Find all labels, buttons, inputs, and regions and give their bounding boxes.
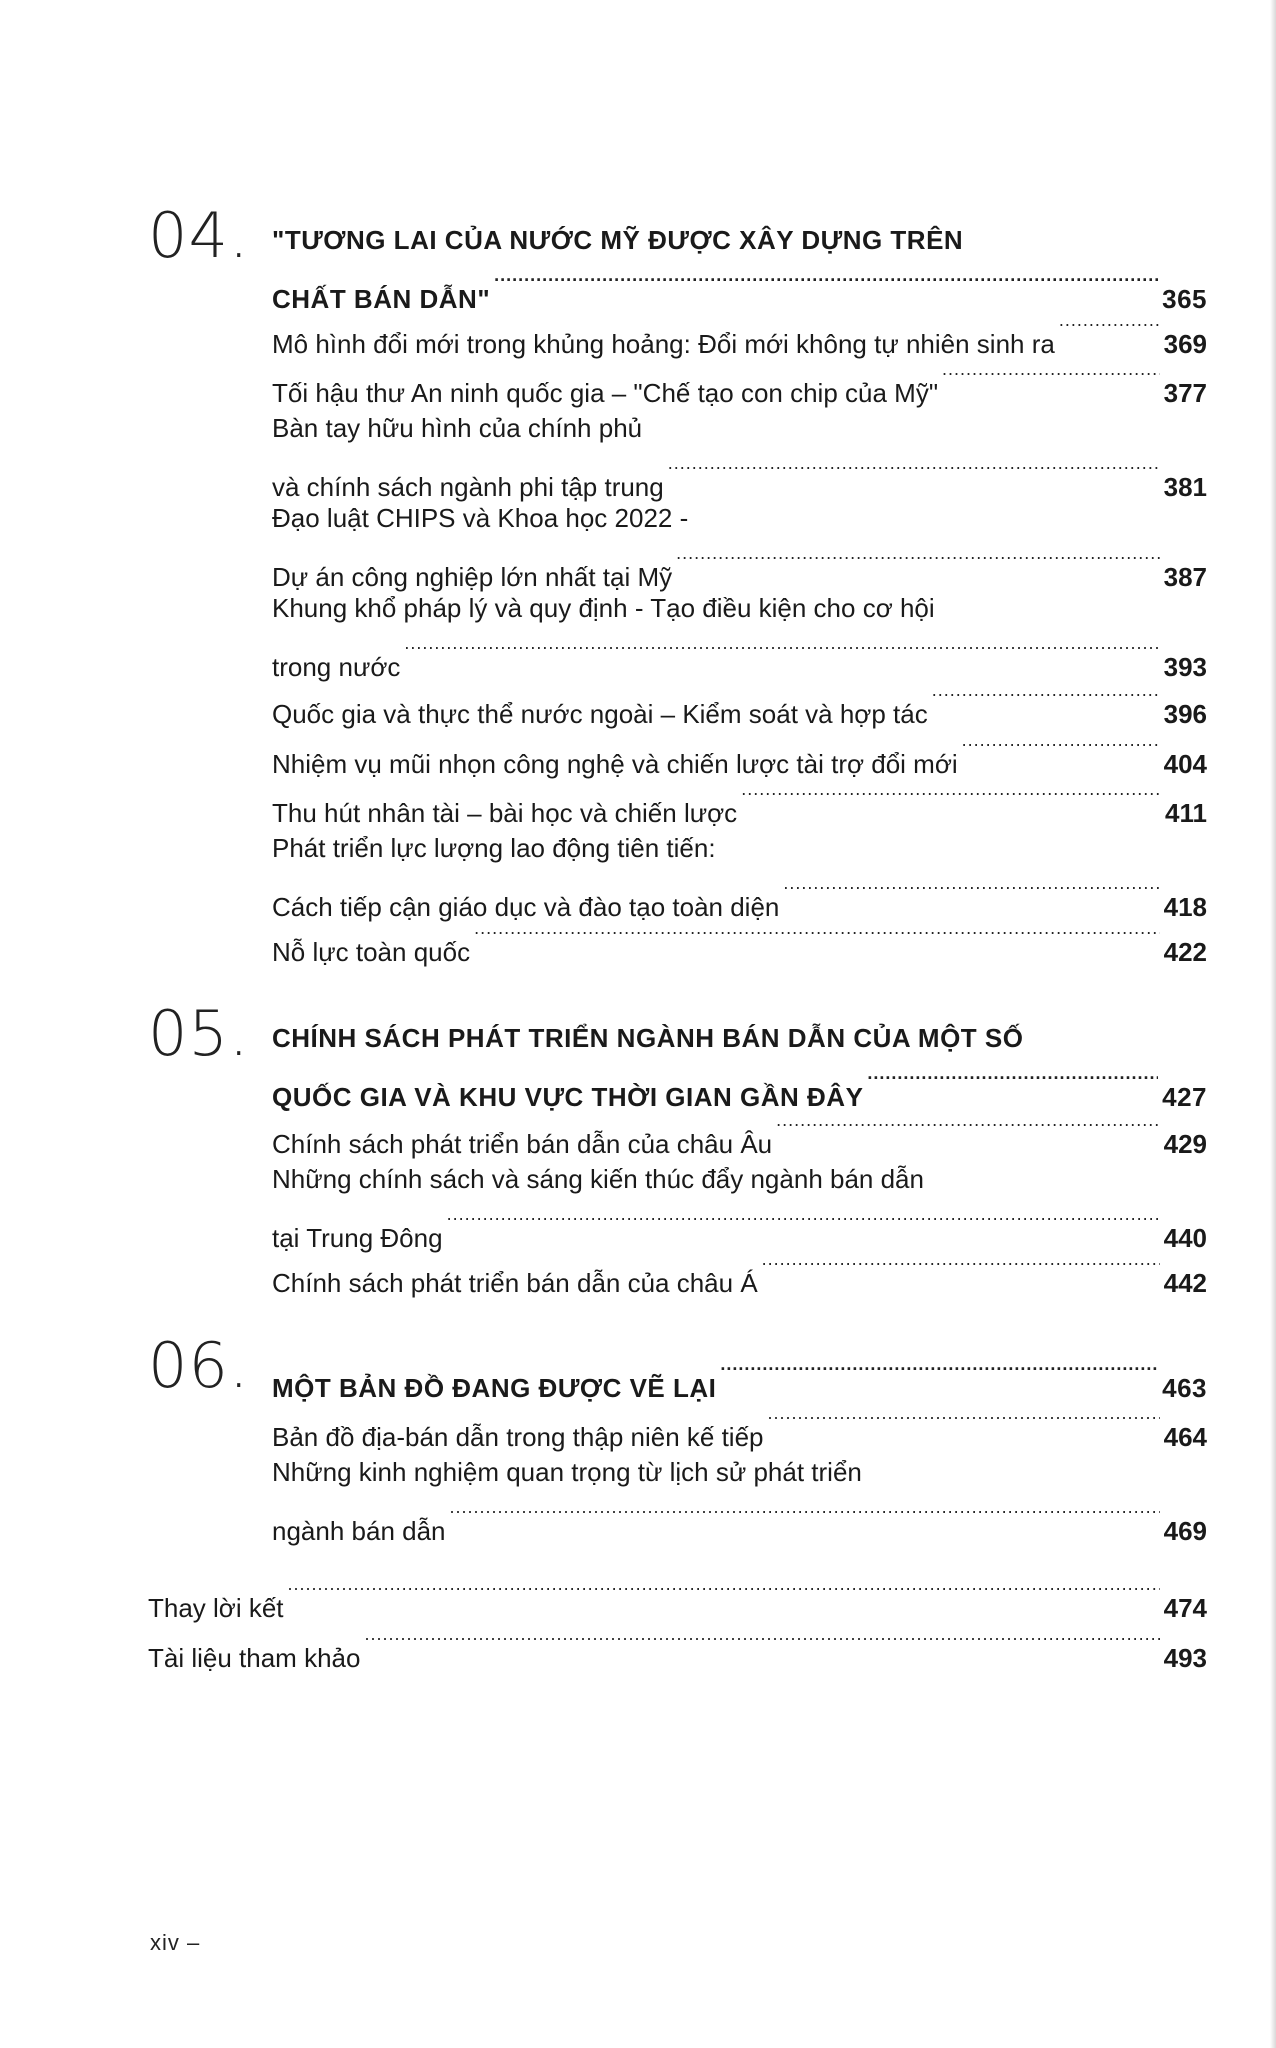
chapter-title-line1: CHÍNH SÁCH PHÁT TRIỂN NGÀNH BÁN DẪN CỦA MỘT SỐ: [272, 1023, 1024, 1053]
page-number: 464: [1163, 1422, 1207, 1452]
chapter-number-05: 05.: [148, 997, 250, 1070]
chapter-title-line1: "TƯƠNG LAI CỦA NƯỚC MỸ ĐƯỢC XÂY DỰNG TRÊN: [272, 225, 964, 255]
toc-entry[interactable]: [272, 586, 1207, 682]
entry-text: ngành bán dẫn: [272, 1516, 446, 1546]
entry-text-line1: Bàn tay hữu hình của chính phủ: [272, 413, 643, 443]
toc-entry-back-matter[interactable]: [148, 1572, 1207, 1623]
page-number: 381: [1163, 472, 1207, 502]
page-number: 474: [1163, 1593, 1207, 1623]
chapter-number-04: 04.: [148, 199, 250, 272]
entry-text: trong nước: [272, 652, 401, 682]
page-folio: xiv –: [150, 1930, 201, 1955]
leader-dots: [447, 1202, 1160, 1247]
entry-text: Dự án công nghiệp lớn nhất tại Mỹ: [272, 562, 673, 592]
page-number: 442: [1163, 1268, 1207, 1298]
page-edge: [1270, 0, 1276, 2048]
toc-entry[interactable]: [272, 1108, 1207, 1159]
toc-entry[interactable]: [272, 1450, 1207, 1546]
chapter-title-line2: QUỐC GIA VÀ KHU VỰC THỜI GIAN GẦN ĐÂY: [272, 1082, 864, 1112]
entry-text: Bản đồ địa-bán dẫn trong thập niên kế tiếp: [272, 1422, 764, 1452]
page-number: 429: [1163, 1129, 1207, 1159]
toc-entry[interactable]: [272, 826, 1207, 922]
leader-dots: [932, 678, 1160, 723]
toc-entry[interactable]: [272, 357, 1207, 408]
toc-entry[interactable]: [272, 777, 1207, 828]
leader-dots: [288, 1572, 1160, 1617]
leader-dots: [720, 1352, 1158, 1397]
leader-dots: [867, 1061, 1158, 1106]
entry-text: Nhiệm vụ mũi nhọn công nghệ và chiến lược tài trợ đổi mới: [272, 749, 958, 779]
entry-text: Chính sách phát triển bán dẫn của châu Á: [272, 1268, 758, 1298]
leader-dots: [676, 541, 1159, 586]
entry-text-line1: Phát triển lực lượng lao động tiên tiến:: [272, 833, 716, 863]
chapter-title-06[interactable]: [272, 1352, 1207, 1403]
toc-entry-back-matter[interactable]: [148, 1622, 1207, 1673]
leader-dots: [783, 871, 1159, 916]
entry-text-line1: Những kinh nghiệm quan trọng từ lịch sử phát triển: [272, 1457, 862, 1487]
entry-text: Tài liệu tham khảo: [148, 1643, 361, 1673]
page-number: 422: [1163, 937, 1207, 967]
leader-dots: [450, 1495, 1160, 1540]
page-number: 404: [1163, 749, 1207, 779]
toc-entry[interactable]: [272, 406, 1207, 502]
page-number: 387: [1163, 562, 1207, 592]
leader-dots: [741, 777, 1161, 822]
page-number: 418: [1163, 892, 1207, 922]
entry-text: Cách tiếp cận giáo dục và đào tạo toàn diện: [272, 892, 780, 922]
toc-entry[interactable]: [272, 1401, 1207, 1452]
entry-text: Nỗ lực toàn quốc: [272, 937, 471, 967]
leader-dots: [668, 451, 1160, 496]
chapter-number-06: 06.: [148, 1329, 250, 1402]
page-number: 369: [1163, 329, 1207, 359]
entry-text-line1: Những chính sách và sáng kiến thúc đẩy ngành bán dẫn: [272, 1164, 924, 1194]
page-number: 427: [1162, 1082, 1207, 1112]
leader-dots: [364, 1622, 1159, 1667]
entry-text-line1: Khung khổ pháp lý và quy định - Tạo điều kiện cho cơ hội: [272, 593, 935, 623]
page-number: 440: [1163, 1223, 1207, 1253]
page-number: 463: [1162, 1373, 1207, 1403]
toc-entry[interactable]: [272, 496, 1207, 592]
leader-dots: [404, 631, 1159, 676]
page-number: 393: [1163, 652, 1207, 682]
page-number: 469: [1163, 1516, 1207, 1546]
leader-dots: [942, 357, 1160, 402]
entry-text: Thu hút nhân tài – bài học và chiến lược: [272, 798, 738, 828]
page-number: 396: [1163, 699, 1207, 729]
leader-dots: [494, 263, 1158, 308]
page-number: 411: [1165, 798, 1207, 828]
toc-entry[interactable]: [272, 1157, 1207, 1253]
entry-text: Quốc gia và thực thể nước ngoài – Kiểm soát và hợp tác: [272, 699, 928, 729]
entry-text-line1: Đạo luật CHIPS và Khoa học 2022 -: [272, 503, 689, 533]
toc-entry[interactable]: [272, 308, 1207, 359]
leader-dots: [776, 1108, 1159, 1153]
entry-text: Mô hình đổi mới trong khủng hoảng: Đổi mới không tự nhiên sinh ra: [272, 329, 1055, 359]
toc-entry[interactable]: [272, 678, 1207, 729]
toc-entry[interactable]: [272, 728, 1207, 779]
chapter-title-line2: CHẤT BÁN DẪN": [272, 284, 491, 314]
leader-dots: [768, 1401, 1160, 1446]
leader-dots: [762, 1247, 1160, 1292]
entry-text: Tối hậu thư An ninh quốc gia – "Chế tạo con chip của Mỹ": [272, 378, 939, 408]
leader-dots: [474, 916, 1160, 961]
page-number: 365: [1162, 284, 1207, 314]
page-number: 377: [1163, 378, 1207, 408]
toc-entry[interactable]: [272, 1247, 1207, 1298]
chapter-title-04[interactable]: [272, 218, 1207, 314]
entry-text: tại Trung Đông: [272, 1223, 443, 1253]
toc-entry[interactable]: [272, 916, 1207, 967]
leader-dots: [962, 728, 1160, 773]
entry-text: và chính sách ngành phi tập trung: [272, 472, 664, 502]
chapter-title-line2: MỘT BẢN ĐỒ ĐANG ĐƯỢC VẼ LẠI: [272, 1373, 717, 1403]
entry-text: Thay lời kết: [148, 1593, 284, 1623]
page-number: 493: [1163, 1643, 1207, 1673]
chapter-title-05[interactable]: [272, 1016, 1207, 1112]
entry-text: Chính sách phát triển bán dẫn của châu Âu: [272, 1129, 773, 1159]
leader-dots: [1059, 308, 1160, 353]
